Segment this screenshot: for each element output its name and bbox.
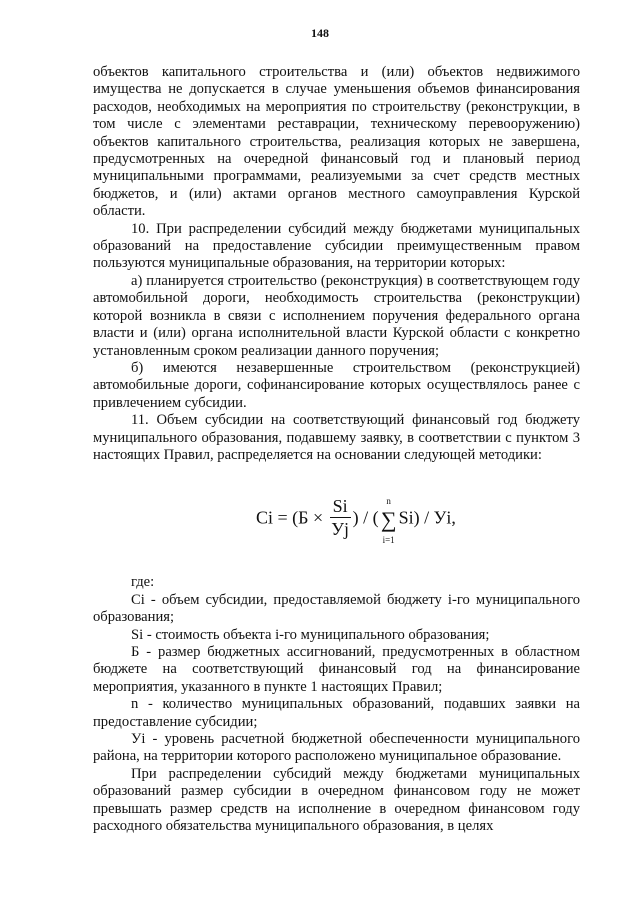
- sum-lower-limit: i=1: [382, 534, 395, 545]
- paragraph-10a: а) планируется строительство (реконструкция) в соответствующем году автомобильной дороги, необходимость строительства (реконструкции) которой возникла в связи с исполнением поручения федерального органа власти и (или) органа исполнительной власти Курской области с конкретно установленным сроком реализации данного поручения;: [93, 272, 580, 359]
- paragraph-10: 10. При распределении субсидий между бюджетами муниципальных образований на предоставление субсидии преимущественным правом пользуются муниципальные образования, на территории которых:: [93, 220, 580, 272]
- page-number: 148: [311, 26, 329, 40]
- definition-si: Si - стоимость объекта i-го муниципального образования;: [131, 626, 490, 643]
- formula-rhs: Si) / Уi,: [398, 507, 456, 528]
- sum-operator: [379, 495, 399, 545]
- sum-upper-limit: n: [386, 495, 391, 506]
- sum-symbol: ∑: [380, 506, 397, 532]
- fraction-numerator: Si: [330, 495, 351, 518]
- definitions-where: где:: [131, 574, 155, 591]
- paragraph-11: 11. Объем субсидии на соответствующий финансовый год бюджету муниципального образования, подавшему заявку, в соответствии с пунктом 3 настоящих Правил, распределяется на основании следующей методики:: [93, 412, 580, 463]
- formula-fraction: [330, 495, 351, 540]
- definition-ci: Ci - объем субсидии, предоставляемой бюджету i-го муниципального образования;: [93, 591, 580, 626]
- paragraph-final: При распределении субсидий между бюджетами муниципальных образований размер субсидии в очередном финансовом году не может превышать размер средств на исполнение в очередном финансовом году расходного обязательства муниципального образования, в целях: [93, 765, 580, 835]
- fraction-denominator: Уj: [331, 519, 350, 540]
- paragraph-10b: б) имеются незавершенные строительством (реконструкцией) автомобильные дороги, софинансирование которых осуществлялось ранее с привлечением субсидии.: [93, 359, 580, 411]
- paragraph-continuation: объектов капитального строительства и (или) объектов недвижимого имущества не допускается в случае уменьшения объемов финансирования расходов, необходимых на мероприятия по строительству (реконструкции, в том числе с элементами реставрации, техническому перевооружению) объектов капитального строительства, реализация которых не завершена, предусмотренных на очередной финансовый год и плановый период муниципальными программами, реализуемыми за счет средств местных бюджетов, и (или) актами органов местного самоуправления Курской области.: [93, 64, 580, 220]
- formula-mid: ) / (: [352, 507, 379, 528]
- subsidy-formula: [93, 468, 580, 574]
- formula-lhs: Ci = (Б ×: [256, 507, 324, 528]
- document-body: [93, 64, 580, 835]
- formula-expression: [256, 495, 456, 545]
- definition-b: Б - размер бюджетных ассигнований, предусмотренных в областном бюджете на соответствующий финансовый год на финансирование мероприятия, указанного в пункте 1 настоящих Правил;: [93, 643, 580, 695]
- definition-n: n - количество муниципальных образований, подавших заявки на предоставление субсидии;: [93, 696, 580, 730]
- definition-yi: Уi - уровень расчетной бюджетной обеспеченности муниципального района, на территории которого расположено муниципальное образование.: [93, 731, 580, 765]
